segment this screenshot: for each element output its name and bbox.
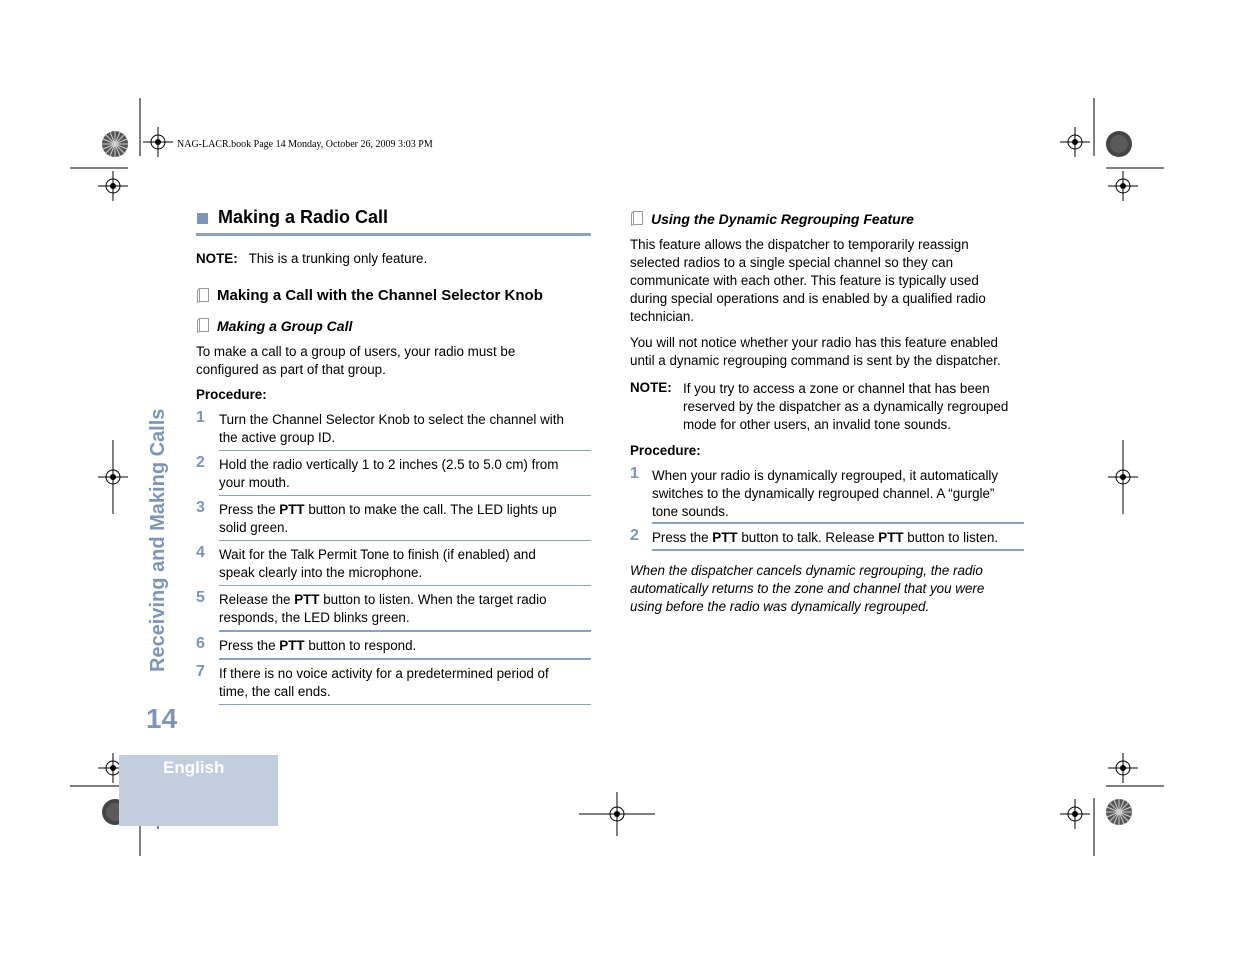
step-divider [219,704,591,705]
step-line [219,591,547,609]
step-text-part: button to respond. [304,638,417,653]
step-text-part: Press the [219,502,280,517]
step-text [219,546,536,582]
step-line: solid green. [219,520,289,535]
intro-paragraph: To make a call to a group of users, your radio must be configured as part of that group. [196,344,516,377]
gray-target-top-right [1105,130,1133,158]
text-line: using before the radio was dynamically regrouped. [630,599,930,614]
step-text-part: button to listen. When the target radio [319,592,547,607]
book-icon [631,211,643,226]
step-line: Hold the radio vertically 1 to 2 inches (2.5 to 5.0 cm) from [219,457,559,472]
step-number: 3 [196,499,205,516]
step-line: Turn the Channel Selector Knob to select the channel with [219,412,564,427]
star-target-bottom-right [1105,798,1133,826]
heading-square-icon [197,213,208,224]
step-number: 5 [196,589,205,606]
step-line: tone sounds. [652,504,729,519]
registration-mark-bottom-center [579,792,655,836]
registration-mark-bottom-right [1060,799,1090,829]
step-divider [219,495,591,496]
text-line: mode for other users, an invalid tone sounds. [683,417,951,432]
step-line: time, the call ends. [219,684,331,699]
step-text-part: Release the [219,592,295,607]
subheading: Making a Call with the Channel Selector Knob [217,287,543,304]
note [196,250,427,268]
subsubheading: Making a Group Call [217,318,353,334]
step-line: responds, the LED blinks green. [219,610,410,625]
text-line: until a dynamic regrouping command is sent by the dispatcher. [630,353,1001,368]
note-text [683,380,1008,434]
language-label: English [163,758,225,777]
step-number: 6 [196,635,205,652]
step-divider [652,549,1024,551]
print-header: NAG-LACR.book Page 14 Monday, October 26, 2009 3:03 PM [177,139,433,150]
registration-mark-top-right [1060,127,1090,157]
step-text-part: Press the [652,530,713,545]
step-text [219,411,564,447]
ptt-keyword: PTT [878,530,904,545]
heading-rule [196,233,591,236]
step-divider [219,450,591,451]
registration-mark-right-upper [1108,171,1138,201]
book-icon [197,288,209,303]
note-label: NOTE: [196,251,238,266]
step-text-part: Press the [219,638,280,653]
step-text-part: button to make the call. The LED lights up [304,502,557,517]
step-text [219,501,557,537]
procedure-label: Procedure: [196,387,267,402]
book-icon [197,318,209,333]
step-divider [219,540,591,541]
step-line [219,501,557,519]
text-line: selected radios to a single special channel so they can [630,255,954,270]
step-line: the active group ID. [219,430,336,445]
note-text: This is a trunking only feature. [248,251,428,266]
step-text-part: button to talk. Release [737,530,879,545]
step-line [219,637,416,655]
step-line: If there is no voice activity for a predetermined period of [219,666,549,681]
step-divider [652,522,1024,524]
step-number: 7 [196,663,205,680]
star-target-top-left [101,130,129,158]
text-line: communicate with each other. This feature is typically used [630,273,979,288]
step-number: 1 [196,409,205,426]
step-line: Wait for the Talk Permit Tone to finish (if enabled) and [219,547,536,562]
text-line: technician. [630,309,695,324]
step-text [219,591,547,627]
step-line: your mouth. [219,475,290,490]
side-section-title: Receiving and Making Calls [147,408,169,672]
text-line: When the dispatcher cancels dynamic regrouping, the radio [630,563,983,578]
procedure-label: Procedure: [630,443,701,458]
step-line: speak clearly into the microphone. [219,565,423,580]
ptt-keyword: PTT [279,638,305,653]
text-line: You will not notice whether your radio has this feature enabled [630,335,998,350]
step-number: 2 [196,454,205,471]
text-line: reserved by the dispatcher as a dynamically regrouped [683,399,1009,414]
text-line: This feature allows the dispatcher to temporarily reassign [630,237,969,252]
step-divider [219,630,591,632]
text-line: automatically returns to the zone and channel that you were [630,581,985,596]
paragraph [630,236,986,326]
step-number: 1 [630,465,639,482]
step-number: 2 [630,527,639,544]
step-text [219,456,558,492]
step-divider [219,658,591,660]
section-heading: Making a Radio Call [218,207,389,227]
text-line: during special operations and is enabled by a qualified radio [630,291,986,306]
note-label: NOTE: [630,380,672,395]
closing-paragraph [630,562,984,616]
registration-mark-left-upper [98,171,128,201]
step-line [652,529,998,547]
ptt-keyword: PTT [294,592,320,607]
registration-mark-right-lower [1108,753,1138,783]
text-line: If you try to access a zone or channel that has been [683,381,990,396]
step-text [652,467,998,521]
page-number: 14 [146,703,178,734]
subsubheading: Using the Dynamic Regrouping Feature [651,211,914,227]
step-line: switches to the dynamically regrouped channel. A “gurgle” [652,486,995,501]
step-text [219,665,549,701]
registration-mark-left-middle [98,440,128,514]
step-divider [219,585,591,586]
ptt-keyword: PTT [279,502,305,517]
ptt-keyword: PTT [712,530,738,545]
step-text [652,529,998,547]
step-text-part: button to listen. [903,530,999,545]
paragraph [630,334,1001,370]
registration-mark-top-left [143,127,173,157]
step-line: When your radio is dynamically regrouped, it automatically [652,468,999,483]
registration-mark-right-middle [1108,440,1138,514]
step-text [219,637,416,655]
step-number: 4 [196,544,205,561]
